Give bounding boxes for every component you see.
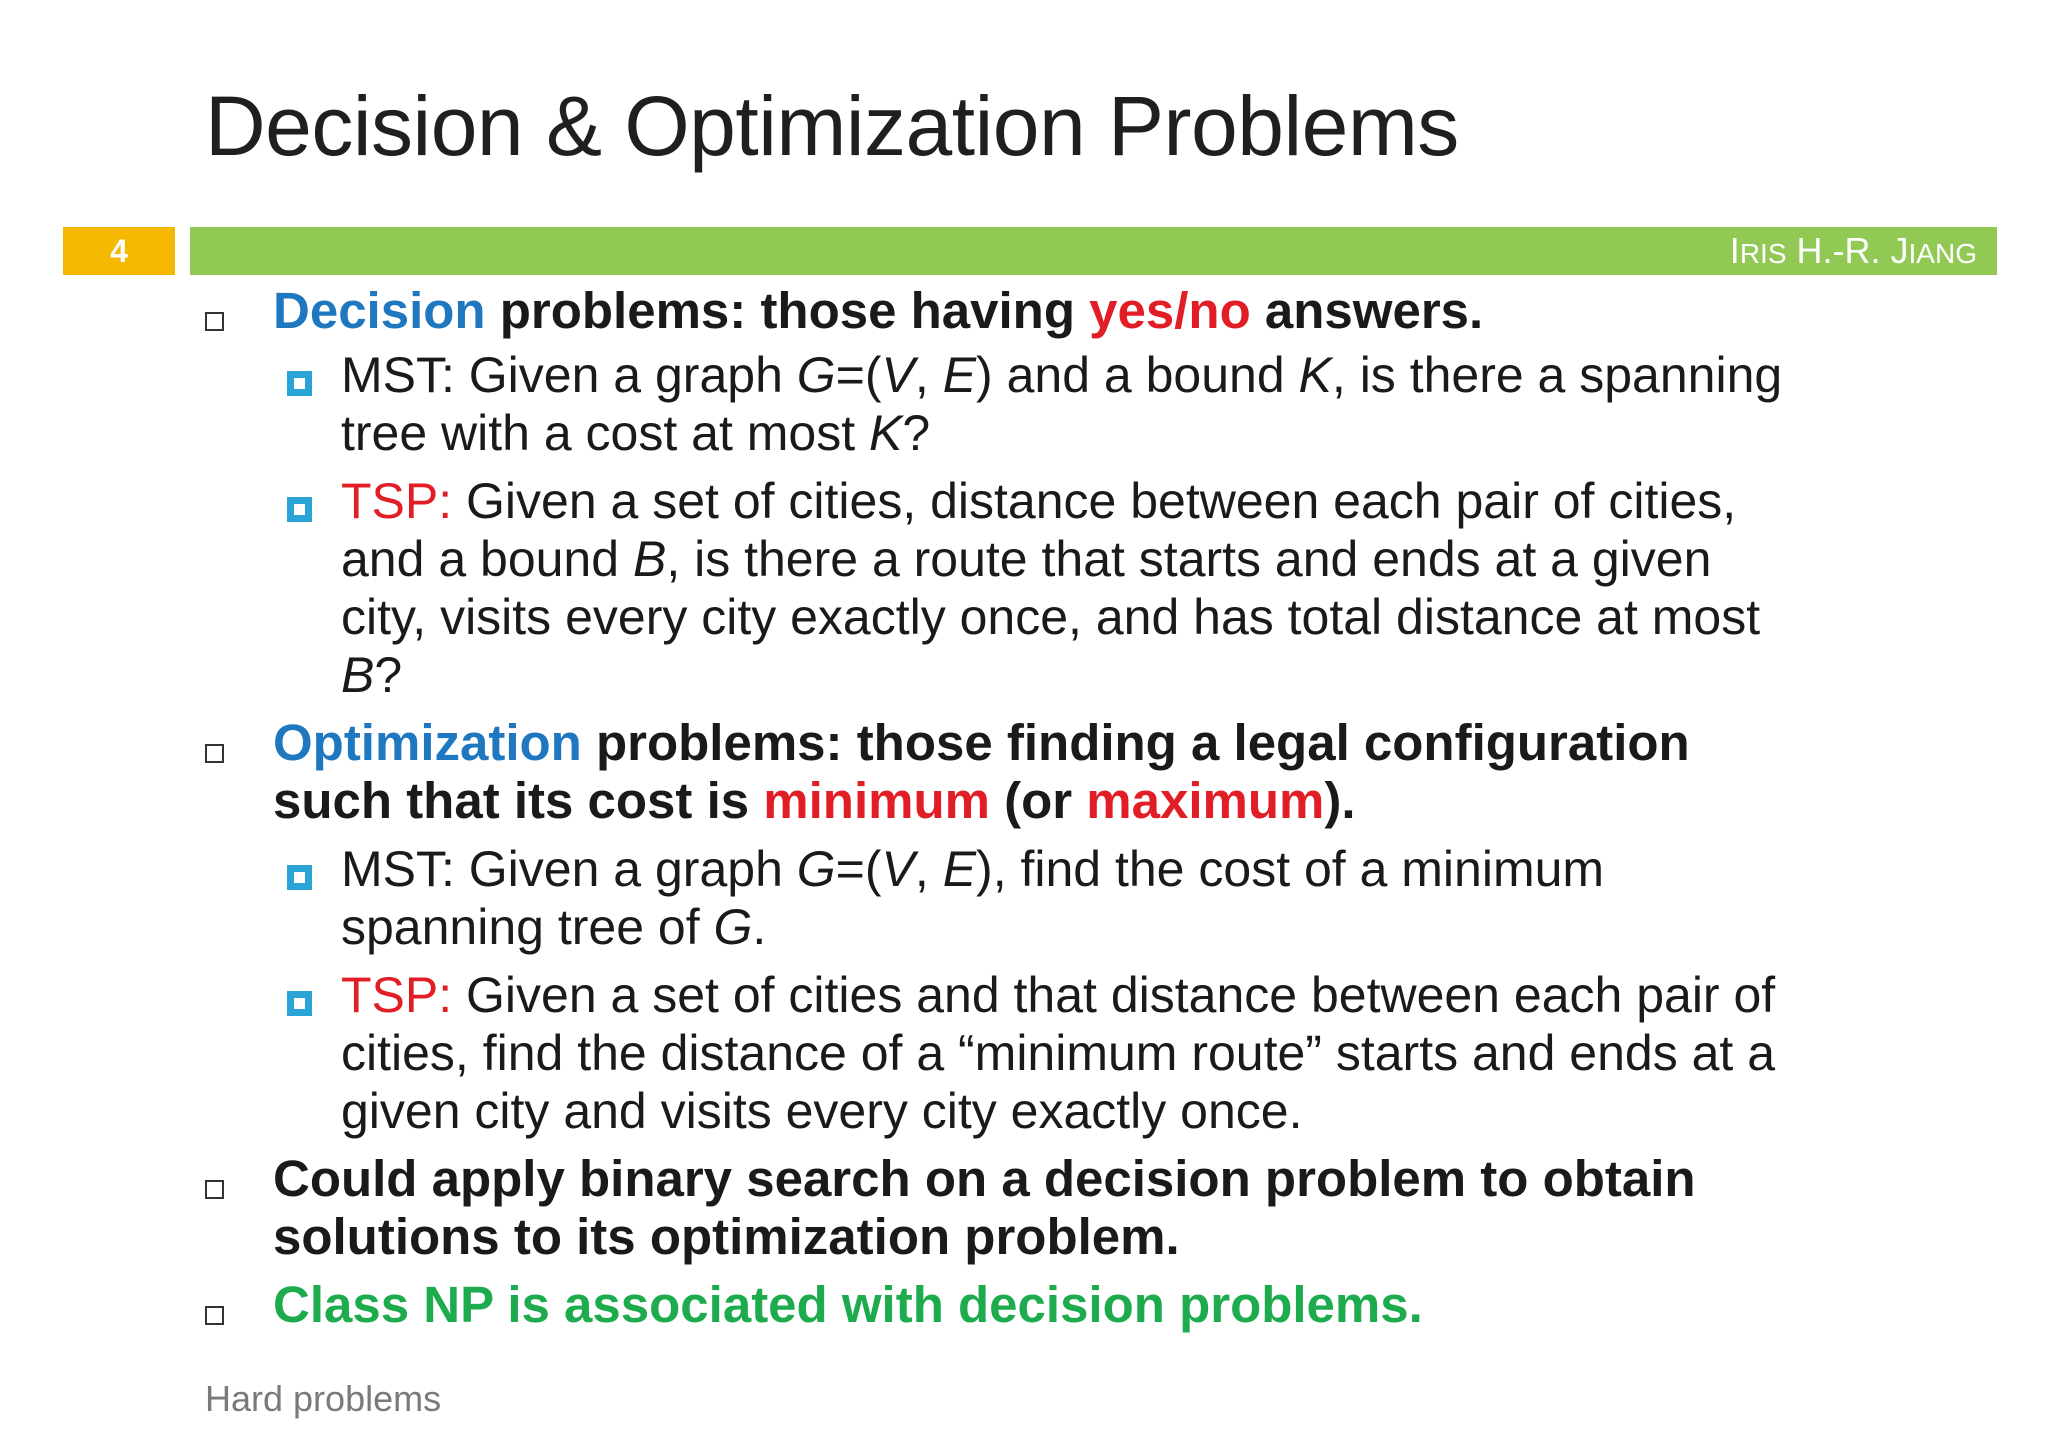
sub-bullet-decision-tsp: TSP: Given a set of cities, distance between each pair of cities, and a bound B, is there a route that starts and ends at a given city, visits every city exactly once, and has total distance at most B? (205, 472, 2005, 704)
bullet-class-np: Class NP is associated with decision problems. (205, 1276, 2005, 1334)
author-name: IRIS H.-R. JIANG (1729, 230, 1977, 271)
page-number-badge: 4 (63, 227, 175, 275)
filled-square-bullet-icon (287, 865, 312, 890)
bullet-optimization: Optimization problems: those finding a legal configuration such that its cost is minimum (or maximum). (205, 714, 2005, 830)
sub-bullet-optimization-tsp: TSP: Given a set of cities and that distance between each pair of cities, find the distance of a “minimum route” starts and ends at a given city and visits every city exactly once. (205, 966, 2005, 1140)
slide-content (205, 282, 2005, 1334)
term-optimization: Optimization (273, 714, 582, 771)
bullet-binary-search: Could apply binary search on a decision problem to obtain solutions to its optimization problem. (205, 1150, 2005, 1266)
sub-bullet-decision-mst: MST: Given a graph G=(V, E) and a bound K, is there a spanning tree with a cost at most K? (205, 346, 2005, 462)
bullet-decision: Decision problems: those having yes/no answers. (205, 282, 2005, 340)
square-bullet-icon (205, 744, 224, 763)
square-bullet-icon (205, 1306, 224, 1325)
filled-square-bullet-icon (287, 371, 312, 396)
square-bullet-icon (205, 1180, 224, 1199)
highlight-yes-no: yes/no (1089, 282, 1251, 339)
term-decision: Decision (273, 282, 486, 339)
header-bar (190, 227, 1997, 275)
filled-square-bullet-icon (287, 497, 312, 522)
filled-square-bullet-icon (287, 991, 312, 1016)
sub-bullet-optimization-mst: MST: Given a graph G=(V, E), find the cost of a minimum spanning tree of G. (205, 840, 2005, 956)
footer-label: Hard problems (205, 1378, 442, 1419)
slide-title: Decision & Optimization Problems (205, 79, 1459, 173)
square-bullet-icon (205, 312, 224, 331)
